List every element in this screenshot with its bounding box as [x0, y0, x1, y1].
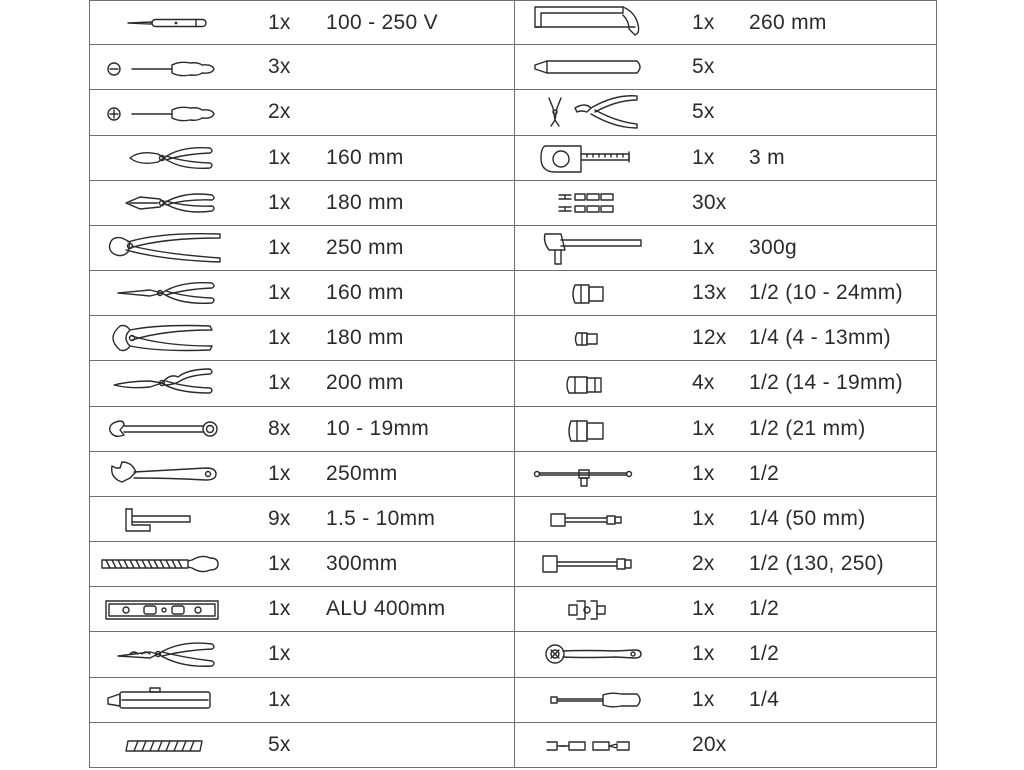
table-row — [90, 723, 514, 768]
table-row — [90, 90, 514, 135]
quantity-label: 1x — [268, 552, 291, 576]
snap-off-blades-icon — [100, 725, 228, 765]
specification-label: 1/2 (10 - 24mm) — [749, 281, 903, 305]
phillips-screwdriver-icon — [100, 92, 228, 132]
specification-label: 3 m — [749, 145, 785, 169]
file-icon — [100, 544, 228, 584]
table-row — [90, 316, 514, 361]
table-row — [515, 497, 937, 542]
table-row — [515, 316, 937, 361]
table-row — [90, 497, 514, 542]
table-row — [90, 181, 514, 226]
quantity-label: 1x — [692, 687, 715, 711]
quantity-label: 4x — [692, 371, 715, 395]
table-row — [90, 136, 514, 181]
table-row — [515, 407, 937, 452]
quantity-label: 1x — [268, 461, 291, 485]
quantity-label: 8x — [268, 416, 291, 440]
table-row — [90, 226, 514, 271]
table-row — [90, 452, 514, 497]
quantity-label: 5x — [692, 55, 715, 79]
specification-label: 180 mm — [326, 190, 404, 214]
quantity-label: 12x — [692, 326, 727, 350]
table-row — [515, 632, 937, 677]
table-row — [515, 361, 937, 406]
socket-large-icon — [525, 273, 653, 313]
table-row — [90, 45, 514, 90]
table-row — [90, 271, 514, 316]
table-row — [515, 587, 937, 632]
ratchet-icon — [525, 634, 653, 674]
quantity-label: 1x — [692, 416, 715, 440]
table-row — [515, 723, 937, 768]
specification-label: 1/2 (21 mm) — [749, 416, 866, 440]
quantity-label: 1x — [692, 11, 715, 34]
specification-label: 300mm — [326, 552, 398, 576]
adjustable-wrench-icon — [100, 454, 228, 494]
table-row — [515, 452, 937, 497]
quantity-label: 1x — [268, 597, 291, 621]
table-row — [515, 45, 937, 90]
cable-terminals-icon — [525, 183, 653, 223]
quantity-label: 1x — [268, 371, 291, 395]
specification-label: 160 mm — [326, 145, 404, 169]
quantity-label: 1x — [692, 506, 715, 530]
specification-label: 10 - 19mm — [326, 416, 430, 440]
quantity-label: 2x — [692, 552, 715, 576]
extension-bar-short-icon — [525, 499, 653, 539]
quantity-label: 13x — [692, 281, 727, 305]
specification-label: 1.5 - 10mm — [326, 506, 436, 530]
socket-21mm-icon — [525, 409, 653, 449]
quantity-label: 1x — [692, 461, 715, 485]
table-row — [90, 0, 514, 45]
diagonal-cutter-pliers-icon — [100, 138, 228, 178]
specification-label: 160 mm — [326, 281, 404, 305]
hacksaw-icon — [525, 3, 653, 43]
quantity-label: 1x — [692, 597, 715, 621]
table-row — [515, 0, 937, 45]
specification-label: 1/2 — [749, 597, 780, 621]
table-row — [515, 542, 937, 587]
quantity-label: 30x — [692, 190, 727, 214]
water-pump-pliers-icon — [100, 228, 228, 268]
specification-label: 260 mm — [749, 11, 827, 34]
table-row — [90, 632, 514, 677]
quantity-label: 1x — [268, 687, 291, 711]
specification-label: 1/4 — [749, 687, 780, 711]
deep-socket-icon — [525, 363, 653, 403]
utility-knife-icon — [100, 680, 228, 720]
specification-label: 200 mm — [326, 371, 404, 395]
voltage-tester-screwdriver-icon — [100, 3, 228, 43]
quantity-label: 1x — [268, 642, 291, 666]
table-row — [90, 407, 514, 452]
specification-label: 1/4 (50 mm) — [749, 506, 866, 530]
table-row — [90, 361, 514, 406]
table-row — [515, 136, 937, 181]
tool-set-contents-table — [89, 0, 937, 768]
quantity-label: 5x — [268, 732, 291, 756]
table-row — [515, 90, 937, 135]
specification-label: 1/2 (130, 250) — [749, 552, 884, 576]
tape-measure-icon — [525, 138, 653, 178]
table-row — [515, 226, 937, 271]
bit-holder-screwdriver-icon — [525, 680, 653, 720]
t-handle-icon — [525, 454, 653, 494]
extension-bar-long-icon — [525, 544, 653, 584]
universal-joint-icon — [525, 589, 653, 629]
quantity-label: 1x — [268, 235, 291, 259]
circlip-pliers-icon — [525, 92, 653, 132]
quantity-label: 3x — [268, 55, 291, 79]
table-row — [515, 271, 937, 316]
chisel-icon — [525, 47, 653, 87]
table-row — [90, 542, 514, 587]
socket-small-icon — [525, 318, 653, 358]
quantity-label: 1x — [268, 281, 291, 305]
long-nose-pliers-icon — [100, 273, 228, 313]
specification-label: 100 - 250 V — [326, 11, 438, 34]
quantity-label: 9x — [268, 506, 291, 530]
specification-label: 250mm — [326, 461, 398, 485]
quantity-label: 2x — [268, 100, 291, 124]
quantity-label: 1x — [268, 145, 291, 169]
table-row — [90, 587, 514, 632]
quantity-label: 1x — [692, 642, 715, 666]
specification-label: 1/4 (4 - 13mm) — [749, 326, 891, 350]
quantity-label: 1x — [692, 145, 715, 169]
quantity-label: 5x — [692, 100, 715, 124]
specification-label: 300g — [749, 235, 797, 259]
specification-label: 1/2 — [749, 642, 780, 666]
hex-key-icon — [100, 499, 228, 539]
combination-pliers-icon — [100, 183, 228, 223]
table-row — [90, 678, 514, 723]
bent-nose-pliers-icon — [100, 363, 228, 403]
left-column — [90, 0, 514, 768]
combination-wrench-icon — [100, 409, 228, 449]
wire-stripper-pliers-icon — [100, 634, 228, 674]
quantity-label: 20x — [692, 732, 727, 756]
specification-label: 180 mm — [326, 326, 404, 350]
quantity-label: 1x — [268, 190, 291, 214]
quantity-label: 1x — [692, 235, 715, 259]
specification-label: ALU 400mm — [326, 597, 446, 621]
hammer-icon — [525, 228, 653, 268]
spirit-level-icon — [100, 589, 228, 629]
quantity-label: 1x — [268, 326, 291, 350]
specification-label: 1/2 (14 - 19mm) — [749, 371, 903, 395]
slotted-screwdriver-icon — [100, 47, 228, 87]
end-cutting-pincers-icon — [100, 318, 228, 358]
right-column — [514, 0, 937, 768]
quantity-label: 1x — [268, 11, 291, 34]
screwdriver-bits-icon — [525, 725, 653, 765]
specification-label: 250 mm — [326, 235, 404, 259]
table-row — [515, 181, 937, 226]
table-row — [515, 678, 937, 723]
specification-label: 1/2 — [749, 461, 780, 485]
